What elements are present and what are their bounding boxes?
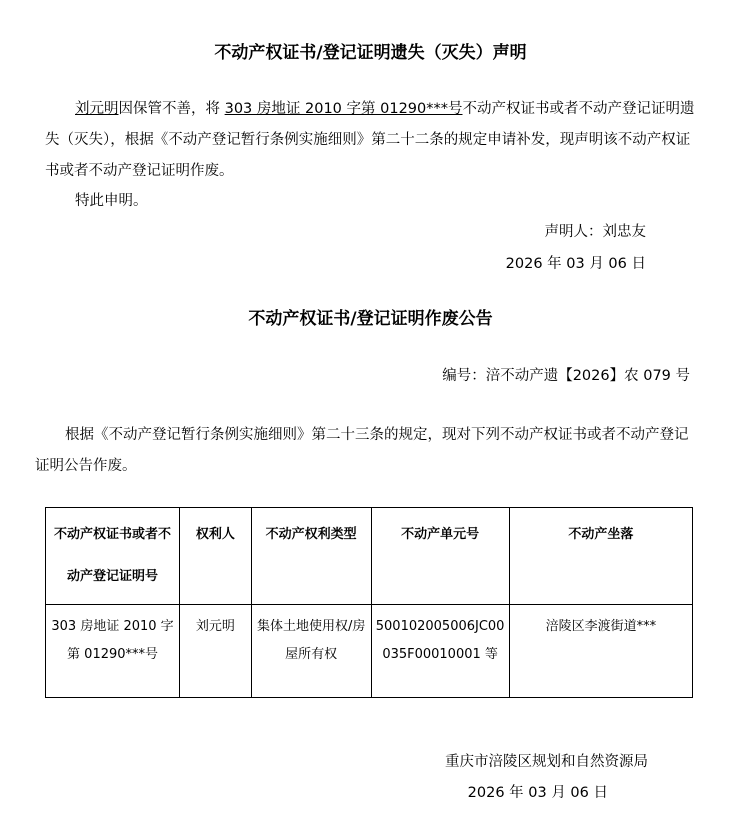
owner-name: 刘元明 <box>75 101 119 117</box>
cell-unit-no: 500102005006JC00035F00010001 等 <box>371 605 509 698</box>
special-statement <box>45 186 695 217</box>
declarant: 声明人：刘忠友 <box>544 224 646 240</box>
cell-location: 涪陵区李渡街道*** <box>509 605 692 698</box>
header-right-holder: 权利人 <box>180 508 252 605</box>
cell-cert-no: 303 房地证 2010 字第 01290***号 <box>46 605 180 698</box>
announcement-number: 编号：涪不动产遗【2026】农 079 号 <box>442 368 690 384</box>
announcement-body-text: 根据《不动产登记暂行条例实施细则》第二十三条的规定，现对下列不动产权证书或者不动产登记证明公告作废。 <box>35 427 689 474</box>
header-unit-no: 不动产单元号 <box>371 508 509 605</box>
header-right-type: 不动产权利类型 <box>251 508 371 605</box>
void-certificate-table <box>45 507 693 698</box>
announcement-body <box>35 420 695 482</box>
cell-right-type: 集体土地使用权/房屋所有权 <box>251 605 371 698</box>
table-header-row <box>46 508 693 605</box>
cell-right-holder: 刘元明 <box>180 605 252 698</box>
issuer: 重庆市涪陵区规划和自然资源局 <box>445 754 648 770</box>
special-statement-text: 特此申明。 <box>75 193 148 209</box>
declaration-title: 不动产权证书/登记证明遗失（灭失）声明 <box>214 43 527 63</box>
certificate-number: 303 房地证 2010 字第 01290***号 <box>224 101 463 117</box>
declaration-date: 2026 年 03 月 06 日 <box>505 256 646 272</box>
table-row <box>46 605 693 698</box>
header-cert-no: 不动产权证书或者不动产登记证明号 <box>46 508 180 605</box>
declaration-body <box>45 94 695 187</box>
declaration-text-2: 不动产权证书或者不动产登记证明遗失（灭失），根据《不动产登记暂行条例实施细则》第二十二条的规定申请补发，现声明该不动产权证书或者不动产登记证明作废。 <box>45 101 695 179</box>
announcement-title: 不动产权证书/登记证明作废公告 <box>248 309 493 329</box>
declaration-text-1: 因保管不善，将 <box>118 101 225 117</box>
announcement-date: 2026 年 03 月 06 日 <box>467 785 608 801</box>
header-location: 不动产坐落 <box>509 508 692 605</box>
